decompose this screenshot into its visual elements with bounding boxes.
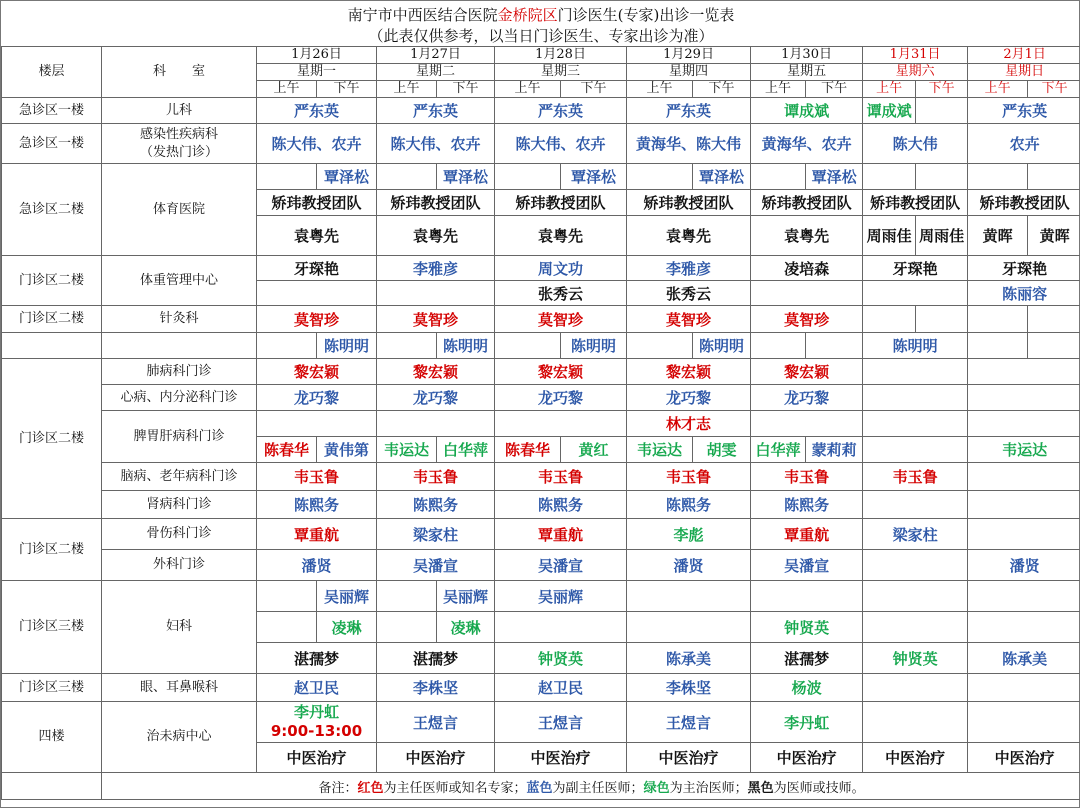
doctor-cell: 覃泽松 [693, 164, 751, 190]
empty-cell [751, 164, 806, 190]
doctor-name: 李丹虹 [294, 703, 340, 721]
empty-cell [102, 333, 257, 359]
doctor-cell: 陈明明 [863, 333, 968, 359]
doctor-cell: 李彪 [627, 519, 751, 550]
empty-cell [968, 612, 1080, 643]
doctor-cell: 莫智珍 [751, 306, 863, 333]
doctor-cell: 周文功 [495, 256, 627, 281]
pm-label: 下午 [561, 81, 627, 98]
weekday-7: 星期日 [968, 64, 1080, 81]
doctor-cell: 中医治疗 [495, 743, 627, 773]
doctor-cell: 牙琛艳 [257, 256, 377, 281]
floor-cell: 门诊区二楼 [2, 256, 102, 306]
empty-cell [377, 581, 437, 612]
doctor-cell: 袁粤先 [751, 216, 863, 256]
doctor-cell: 龙巧黎 [751, 385, 863, 411]
empty-cell [1028, 333, 1080, 359]
empty-cell [863, 437, 968, 463]
empty-cell [863, 702, 968, 743]
am-label: 上午 [751, 81, 806, 98]
doctor-cell: 黎宏颖 [257, 359, 377, 385]
doctor-cell: 吴丽辉 [317, 581, 377, 612]
dept-cell: 脑病、老年病科门诊 [102, 463, 257, 491]
doctor-cell: 黎宏颖 [377, 359, 495, 385]
legend-blue-desc: 为副主任医师； [552, 780, 644, 796]
doctor-cell: 蒙莉莉 [806, 437, 863, 463]
am-label: 上午 [968, 81, 1028, 98]
doctor-cell: 周雨佳 [916, 216, 968, 256]
doctor-cell: 龙巧黎 [495, 385, 627, 411]
pm-label: 下午 [916, 81, 968, 98]
empty-cell [863, 385, 968, 411]
doctor-cell: 谭成斌 [863, 98, 916, 124]
dept-cell: 治未病中心 [102, 702, 257, 773]
doctor-cell: 矫玮教授团队 [257, 190, 377, 216]
doctor-cell: 矫玮教授团队 [377, 190, 495, 216]
doctor-cell: 黄海华、陈大伟 [627, 124, 751, 164]
empty-cell [968, 463, 1080, 491]
empty-cell [916, 98, 968, 124]
empty-cell [257, 581, 317, 612]
empty-cell [377, 411, 495, 437]
doctor-cell: 王煜言 [495, 702, 627, 743]
doctor-cell: 韦玉鲁 [257, 463, 377, 491]
doctor-cell: 覃泽松 [437, 164, 495, 190]
empty-cell [863, 674, 968, 702]
dept-cell: 体重管理中心 [102, 256, 257, 306]
doctor-cell: 黄晖 [1028, 216, 1080, 256]
doctor-cell: 覃重航 [751, 519, 863, 550]
date-7: 2月1日 [968, 47, 1080, 64]
doctor-cell: 莫智珍 [495, 306, 627, 333]
empty-cell [377, 333, 437, 359]
doctor-cell: 黄红 [561, 437, 627, 463]
empty-cell [377, 164, 437, 190]
dept-cell: 眼、耳鼻喉科 [102, 674, 257, 702]
empty-cell [968, 674, 1080, 702]
weekday-1: 星期一 [257, 64, 377, 81]
weekday-4: 星期四 [627, 64, 751, 81]
empty-cell [257, 281, 377, 306]
doctor-cell: 吴丽辉 [495, 581, 627, 612]
weekday-2: 星期二 [377, 64, 495, 81]
pm-label: 下午 [806, 81, 863, 98]
am-label: 上午 [377, 81, 437, 98]
empty-cell [627, 612, 751, 643]
doctor-cell: 赵卫民 [257, 674, 377, 702]
doctor-cell: 湛孺梦 [751, 643, 863, 674]
legend-black: 黑色 [747, 780, 774, 796]
doctor-cell: 李株坚 [377, 674, 495, 702]
doctor-cell: 凌琳 [317, 612, 377, 643]
doctor-cell: 覃重航 [257, 519, 377, 550]
empty-cell [627, 164, 693, 190]
dept-cell: 儿科 [102, 98, 257, 124]
doctor-cell: 严东英 [968, 98, 1080, 124]
title-campus: 金桥院区 [497, 6, 558, 24]
floor-cell: 门诊区二楼 [2, 306, 102, 333]
doctor-cell: 中医治疗 [627, 743, 751, 773]
am-label: 上午 [627, 81, 693, 98]
doctor-cell: 黄晖 [968, 216, 1028, 256]
note-row [2, 773, 1080, 800]
doctor-cell: 陈明明 [437, 333, 495, 359]
dept-cell: 脾胃肝病科门诊 [102, 411, 257, 463]
doctor-cell: 张秀云 [627, 281, 751, 306]
table-row [2, 581, 1080, 612]
table-row [2, 359, 1080, 385]
doctor-cell: 张秀云 [495, 281, 627, 306]
doctor-cell: 韦玉鲁 [495, 463, 627, 491]
legend-red: 红色 [357, 780, 384, 796]
date-6: 1月31日 [863, 47, 968, 64]
dept-cell: 心病、内分泌科门诊 [102, 385, 257, 411]
doctor-cell: 中医治疗 [257, 743, 377, 773]
doctor-cell: 谭成斌 [751, 98, 863, 124]
empty-cell [751, 581, 863, 612]
am-label: 上午 [495, 81, 561, 98]
empty-cell [968, 359, 1080, 385]
legend-red-desc: 为主任医师或知名专家； [383, 780, 527, 796]
legend-green: 绿色 [643, 780, 670, 796]
doctor-cell: 潘贤 [257, 550, 377, 581]
doctor-cell: 白华萍 [751, 437, 806, 463]
doctor-cell: 湛孺梦 [377, 643, 495, 674]
floor-cell: 门诊区二楼 [2, 359, 102, 519]
doctor-cell: 陈春华 [495, 437, 561, 463]
doctor-cell: 严东英 [257, 98, 377, 124]
empty-cell [863, 491, 968, 519]
doctor-cell: 矫玮教授团队 [751, 190, 863, 216]
doctor-cell: 龙巧黎 [627, 385, 751, 411]
empty-cell [257, 333, 317, 359]
doctor-cell: 矫玮教授团队 [495, 190, 627, 216]
doctor-cell: 黎宏颖 [751, 359, 863, 385]
doctor-cell: 韦玉鲁 [863, 463, 968, 491]
doctor-cell: 李雅彦 [627, 256, 751, 281]
date-3: 1月28日 [495, 47, 627, 64]
doctor-cell: 陈明明 [561, 333, 627, 359]
doctor-cell: 严东英 [495, 98, 627, 124]
doctor-cell: 李雅彦 [377, 256, 495, 281]
table-row [2, 674, 1080, 702]
header-date-row [2, 47, 1080, 64]
doctor-cell: 农卉 [968, 124, 1080, 164]
doctor-cell: 白华萍 [437, 437, 495, 463]
dept-cell: 妇科 [102, 581, 257, 674]
doctor-cell: 钟贤英 [863, 643, 968, 674]
table-row [2, 333, 1080, 359]
doctor-cell: 陈大伟、农卉 [495, 124, 627, 164]
empty-cell [751, 333, 806, 359]
floor-header: 楼层 [2, 47, 102, 98]
dept-cell: 外科门诊 [102, 550, 257, 581]
am-label: 上午 [257, 81, 317, 98]
doctor-cell: 陈大伟 [863, 124, 968, 164]
note-prefix: 备注： [318, 780, 358, 796]
doctor-cell: 黎宏颖 [495, 359, 627, 385]
pm-label: 下午 [693, 81, 751, 98]
doctor-cell: 覃泽松 [561, 164, 627, 190]
doctor-cell: 陈大伟、农卉 [257, 124, 377, 164]
doctor-hours: 9:00-13:00 [270, 722, 363, 740]
doctor-cell: 覃泽松 [806, 164, 863, 190]
doctor-cell: 黎宏颖 [627, 359, 751, 385]
doctor-cell: 袁粤先 [257, 216, 377, 256]
dept-cell: 骨伤科门诊 [102, 519, 257, 550]
doctor-cell [257, 702, 377, 743]
doctor-cell: 牙琛艳 [863, 256, 968, 281]
doctor-cell: 韦玉鲁 [627, 463, 751, 491]
doctor-cell: 凌培森 [751, 256, 863, 281]
doctor-cell: 矫玮教授团队 [968, 190, 1080, 216]
legend-note [102, 773, 1080, 800]
doctor-cell: 袁粤先 [377, 216, 495, 256]
empty-cell [968, 411, 1080, 437]
doctor-cell: 莫智珍 [377, 306, 495, 333]
empty-cell [627, 333, 693, 359]
empty-cell [495, 612, 627, 643]
doctor-cell: 林才志 [627, 411, 751, 437]
title-prefix: 南宁市中西医结合医院 [347, 6, 498, 24]
doctor-cell: 龙巧黎 [377, 385, 495, 411]
empty-cell [916, 164, 968, 190]
empty-cell [257, 411, 377, 437]
doctor-cell: 中医治疗 [863, 743, 968, 773]
doctor-cell: 韦运达 [377, 437, 437, 463]
doctor-cell: 韦玉鲁 [751, 463, 863, 491]
doctor-cell: 吴潘宣 [377, 550, 495, 581]
doctor-cell: 凌琳 [437, 612, 495, 643]
empty-cell [863, 411, 968, 437]
table-row [2, 385, 1080, 411]
doctor-cell: 中医治疗 [377, 743, 495, 773]
dept-cell: 肺病科门诊 [102, 359, 257, 385]
empty-cell [863, 612, 968, 643]
doctor-cell: 吴潘宣 [751, 550, 863, 581]
doctor-cell: 陈熙务 [377, 491, 495, 519]
schedule-table [1, 46, 1080, 800]
table-row [2, 124, 1080, 164]
floor-cell: 门诊区三楼 [2, 674, 102, 702]
doctor-cell: 王煜言 [627, 702, 751, 743]
doctor-cell: 中医治疗 [751, 743, 863, 773]
dept-cell: 体育医院 [102, 164, 257, 256]
table-row [2, 411, 1080, 437]
empty-cell [257, 612, 317, 643]
floor-cell: 急诊区一楼 [2, 98, 102, 124]
table-row [2, 550, 1080, 581]
title-suffix: 门诊医生(专家)出诊一览表 [557, 6, 735, 24]
empty-cell [2, 333, 102, 359]
doctor-cell: 覃重航 [495, 519, 627, 550]
doctor-cell: 吴潘宣 [495, 550, 627, 581]
empty-cell [863, 306, 916, 333]
page-subtitle: （此表仅供参考，以当日门诊医生、专家出诊为准） [368, 27, 714, 45]
empty-cell [495, 164, 561, 190]
doctor-cell: 陈明明 [693, 333, 751, 359]
floor-cell: 急诊区二楼 [2, 164, 102, 256]
table-row [2, 256, 1080, 281]
doctor-cell: 陈大伟、农卉 [377, 124, 495, 164]
doctor-cell: 梁家柱 [377, 519, 495, 550]
empty-cell [863, 164, 916, 190]
date-5: 1月30日 [751, 47, 863, 64]
date-2: 1月27日 [377, 47, 495, 64]
table-row [2, 164, 1080, 190]
empty-cell [377, 612, 437, 643]
empty-cell [627, 581, 751, 612]
doctor-cell: 潘贤 [968, 550, 1080, 581]
doctor-cell: 韦玉鲁 [377, 463, 495, 491]
doctor-cell: 陈承美 [968, 643, 1080, 674]
empty-cell [916, 306, 968, 333]
date-4: 1月29日 [627, 47, 751, 64]
doctor-cell: 黄伟第 [317, 437, 377, 463]
empty-cell [495, 411, 627, 437]
empty-cell [863, 359, 968, 385]
dept-cell: 肾病科门诊 [102, 491, 257, 519]
floor-cell: 四楼 [2, 702, 102, 773]
doctor-cell: 黄海华、农卉 [751, 124, 863, 164]
doctor-cell: 袁粤先 [627, 216, 751, 256]
table-row [2, 519, 1080, 550]
weekday-6: 星期六 [863, 64, 968, 81]
doctor-cell: 湛孺梦 [257, 643, 377, 674]
doctor-cell: 钟贤英 [495, 643, 627, 674]
empty-cell [257, 164, 317, 190]
empty-cell [495, 333, 561, 359]
empty-cell [863, 581, 968, 612]
weekday-5: 星期五 [751, 64, 863, 81]
doctor-cell: 覃泽松 [317, 164, 377, 190]
date-1: 1月26日 [257, 47, 377, 64]
floor-cell: 门诊区二楼 [2, 519, 102, 581]
empty-cell [1028, 164, 1080, 190]
doctor-cell: 陈熙务 [257, 491, 377, 519]
empty-cell [863, 281, 968, 306]
legend-blue: 蓝色 [526, 780, 553, 796]
table-row [2, 491, 1080, 519]
doctor-cell: 杨波 [751, 674, 863, 702]
empty-cell [863, 550, 968, 581]
am-label: 上午 [863, 81, 916, 98]
doctor-cell: 周雨佳 [863, 216, 916, 256]
doctor-cell: 矫玮教授团队 [863, 190, 968, 216]
empty-cell [2, 773, 102, 800]
empty-cell [968, 306, 1028, 333]
table-row [2, 463, 1080, 491]
doctor-cell: 牙琛艳 [968, 256, 1080, 281]
table-row [2, 702, 1080, 743]
empty-cell [751, 411, 863, 437]
weekday-3: 星期三 [495, 64, 627, 81]
doctor-cell: 陈春华 [257, 437, 317, 463]
dept-subname: （发热门诊） [139, 144, 218, 160]
legend-green-desc: 为主治医师； [669, 780, 748, 796]
dept-cell: 针灸科 [102, 306, 257, 333]
doctor-cell: 莫智珍 [257, 306, 377, 333]
doctor-cell: 莫智珍 [627, 306, 751, 333]
pm-label: 下午 [437, 81, 495, 98]
doctor-cell: 王煜言 [377, 702, 495, 743]
doctor-cell: 潘贤 [627, 550, 751, 581]
pm-label: 下午 [317, 81, 377, 98]
doctor-cell: 中医治疗 [968, 743, 1080, 773]
doctor-cell: 赵卫民 [495, 674, 627, 702]
empty-cell [968, 581, 1080, 612]
empty-cell [968, 333, 1028, 359]
doctor-cell: 胡雯 [693, 437, 751, 463]
doctor-cell: 梁家柱 [863, 519, 968, 550]
floor-cell: 急诊区一楼 [2, 124, 102, 164]
dept-name: 感染性疾病科 [139, 126, 218, 142]
empty-cell [968, 702, 1080, 743]
doctor-cell: 矫玮教授团队 [627, 190, 751, 216]
doctor-cell: 钟贤英 [751, 612, 863, 643]
empty-cell [806, 333, 863, 359]
doctor-cell: 韦运达 [968, 437, 1080, 463]
doctor-cell: 陈熙务 [627, 491, 751, 519]
dept-header: 科 室 [102, 47, 257, 98]
doctor-cell: 陈熙务 [495, 491, 627, 519]
empty-cell [968, 385, 1080, 411]
page-title [1, 4, 1080, 25]
pm-label: 下午 [1028, 81, 1080, 98]
doctor-cell: 韦运达 [627, 437, 693, 463]
table-row [2, 98, 1080, 124]
doctor-cell: 严东英 [627, 98, 751, 124]
doctor-cell: 陈熙务 [751, 491, 863, 519]
empty-cell [968, 491, 1080, 519]
legend-black-desc: 为医师或技师。 [773, 780, 865, 796]
doctor-cell: 李株坚 [627, 674, 751, 702]
doctor-cell: 陈丽容 [968, 281, 1080, 306]
empty-cell [1028, 306, 1080, 333]
dept-cell [102, 124, 257, 164]
doctor-cell: 陈承美 [627, 643, 751, 674]
doctor-cell: 陈明明 [317, 333, 377, 359]
doctor-cell: 严东英 [377, 98, 495, 124]
floor-cell: 门诊区三楼 [2, 581, 102, 674]
empty-cell [751, 281, 863, 306]
empty-cell [968, 164, 1028, 190]
doctor-cell: 袁粤先 [495, 216, 627, 256]
doctor-cell: 李丹虹 [751, 702, 863, 743]
doctor-cell: 龙巧黎 [257, 385, 377, 411]
table-row [2, 306, 1080, 333]
doctor-cell: 吴丽辉 [437, 581, 495, 612]
empty-cell [968, 519, 1080, 550]
empty-cell [377, 281, 495, 306]
